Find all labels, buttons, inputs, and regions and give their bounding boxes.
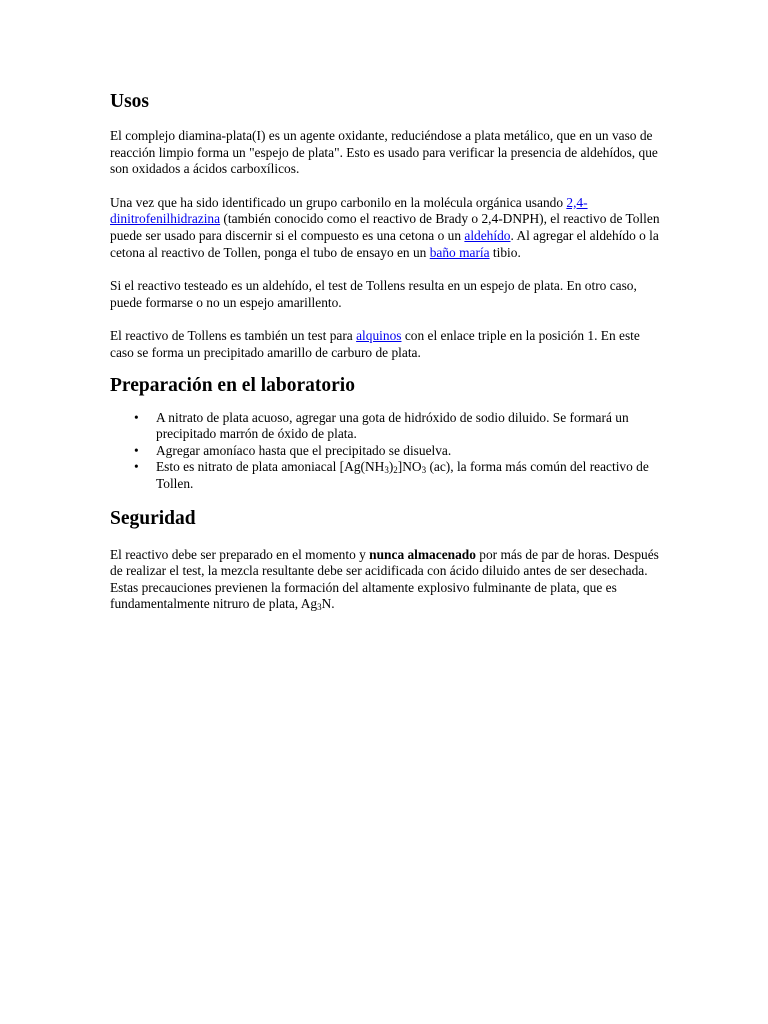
text-span: . Al agregar el aldehído o la cetona al reactivo de Tollen, ponga el tubo de ensayo en un: [110, 227, 659, 260]
link-bano-maria[interactable]: baño maría: [429, 244, 490, 260]
list-item: [134, 409, 665, 443]
bold-text: nunca almacenado: [369, 546, 476, 562]
text-span: Esto es nitrato de plata amoniacal [Ag(NH: [156, 459, 385, 475]
text-span: El reactivo de Tollens es también un test para: [110, 328, 357, 344]
paragraph-usos-2: [110, 195, 665, 261]
heading-usos: Usos: [110, 91, 150, 112]
paragraph-usos-1: El complejo diamina-plata(I) es un agente oxidante, reduciéndose a plata metálico, que en un vaso de reacción limpio forma un "espejo de plata". Esto es usado para verificar la presencia de aldehídos, que son oxidados a ácidos carboxílicos.: [110, 128, 658, 177]
text-span: por más de par de horas. Después de realizar el test, la mezcla resultante debe ser acidificada con ácido diluido antes de ser desechada. Estas precauciones previenen la formación del altamente explosivo fulminante de plata, que es fundamentalmente nitruro de plata, Ag: [110, 546, 659, 612]
text-span: con el enlace triple en la posición 1. En este caso se forma un precipitado amarillo de carburo de plata.: [110, 328, 640, 360]
link-alquinos[interactable]: alquinos: [356, 328, 402, 344]
link-aldehido[interactable]: aldehído: [464, 227, 511, 243]
heading-preparacion: Preparación en el laboratorio: [110, 374, 355, 396]
bullet-icon: •: [134, 442, 139, 458]
list-item-text: Agregar amoníaco hasta que el precipitado se disuelva.: [156, 442, 452, 458]
text-span: N.: [321, 596, 335, 612]
bullet-icon: •: [134, 459, 139, 475]
subscript: 3: [317, 602, 322, 613]
text-span: tibio.: [489, 244, 521, 260]
text-span: (ac), la forma más común del reactivo de Tollen.: [156, 459, 649, 491]
preparation-list: [110, 410, 665, 493]
paragraph-usos-4: [110, 328, 665, 361]
bullet-icon: •: [134, 409, 139, 425]
paragraph-seguridad: [110, 547, 665, 613]
subscript: 2: [393, 465, 398, 476]
text-span: El reactivo debe ser preparado en el momento y: [110, 546, 370, 562]
text-span: (también conocido como el reactivo de Brady o 2,4-DNPH), el reactivo de Tollen puede ser usado para discernir si el compuesto es una cetona o un: [110, 211, 660, 243]
link-dinitrofenilhidrazina[interactable]: 2,4-dinitrofenilhidrazina: [110, 194, 588, 227]
list-item-text: [156, 459, 649, 491]
text-span: Una vez que ha sido identificado un grupo carbonilo en la molécula orgánica usando: [110, 194, 567, 210]
subscript: 3: [384, 465, 389, 476]
list-item: [134, 442, 665, 460]
text-span: ]NO: [397, 459, 422, 475]
paragraph-usos-3: Si el reactivo testeado es un aldehído, el test de Tollens resulta en un espejo de plata. En otro caso, puede formarse o no un espejo amarillento.: [110, 278, 637, 310]
list-item: [134, 459, 665, 492]
heading-seguridad: Seguridad: [110, 507, 196, 529]
subscript: 3: [421, 465, 427, 476]
text-span: ): [388, 459, 394, 475]
list-item-text: A nitrato de plata acuoso, agregar una gota de hidróxido de sodio diluido. Se formará un precipitado marrón de óxido de plata.: [156, 409, 629, 442]
document-body: [110, 86, 665, 613]
